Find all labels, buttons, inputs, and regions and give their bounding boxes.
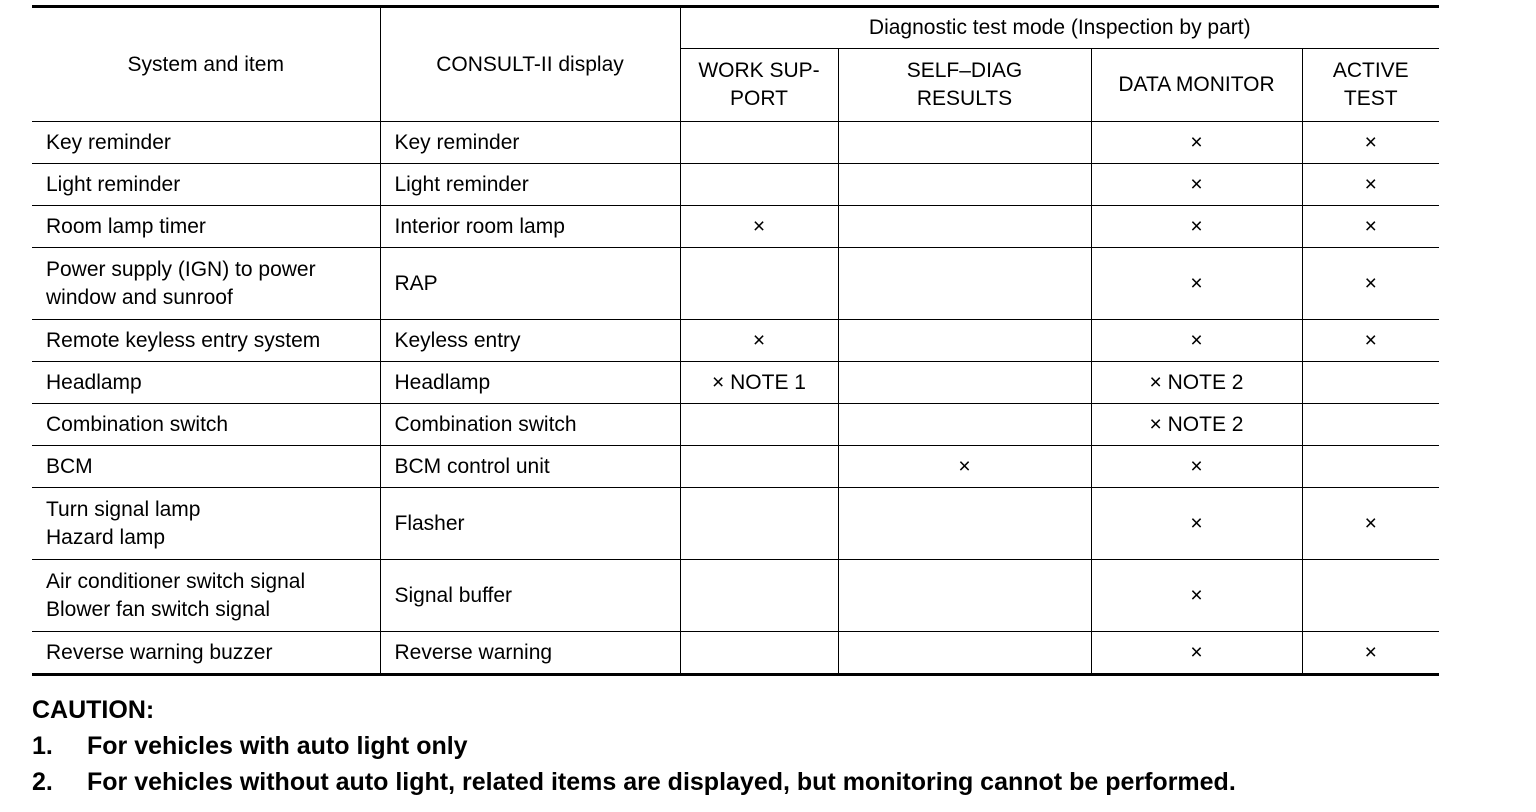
self-diag-cell <box>838 248 1091 320</box>
active-test-cell: × <box>1302 320 1439 362</box>
active-test-cell: × <box>1302 122 1439 164</box>
work-support-cell <box>680 164 838 206</box>
system-item-cell: Combination switch <box>32 404 380 446</box>
table-row <box>32 122 1439 164</box>
work-support-cell: × <box>680 320 838 362</box>
table-row <box>32 488 1439 560</box>
self-diag-cell: × <box>838 446 1091 488</box>
data-monitor-cell: × <box>1091 446 1302 488</box>
active-test-cell <box>1302 362 1439 404</box>
work-support-cell: × NOTE 1 <box>680 362 838 404</box>
self-diag-cell <box>838 404 1091 446</box>
active-test-cell <box>1302 404 1439 446</box>
consult-display-cell: Signal buffer <box>380 560 680 632</box>
system-item-cell: Room lamp timer <box>32 206 380 248</box>
consult-display-cell: RAP <box>380 248 680 320</box>
system-item-cell: Light reminder <box>32 164 380 206</box>
table-row <box>32 164 1439 206</box>
header-data-monitor: DATA MONITOR <box>1091 49 1302 122</box>
active-test-cell: × <box>1302 248 1439 320</box>
table-row <box>32 560 1439 632</box>
table-row <box>32 206 1439 248</box>
work-support-cell <box>680 560 838 632</box>
header-consult-display: CONSULT-II display <box>380 7 680 122</box>
table-row <box>32 446 1439 488</box>
header-active-test: ACTIVE TEST <box>1302 49 1439 122</box>
data-monitor-cell: × <box>1091 632 1302 675</box>
data-monitor-cell: × <box>1091 320 1302 362</box>
self-diag-cell <box>838 206 1091 248</box>
work-support-cell <box>680 122 838 164</box>
self-diag-cell <box>838 632 1091 675</box>
data-monitor-cell: × <box>1091 560 1302 632</box>
data-monitor-cell: × <box>1091 122 1302 164</box>
system-item-cell: Key reminder <box>32 122 380 164</box>
active-test-cell: × <box>1302 488 1439 560</box>
table-row <box>32 632 1439 675</box>
data-monitor-cell: × <box>1091 206 1302 248</box>
table-body <box>32 122 1439 675</box>
data-monitor-cell: × NOTE 2 <box>1091 404 1302 446</box>
caution-note-number: 1. <box>32 732 53 760</box>
header-work-support: WORK SUP- PORT <box>680 49 838 122</box>
system-item-cell: BCM <box>32 446 380 488</box>
work-support-cell <box>680 248 838 320</box>
consult-display-cell: BCM control unit <box>380 446 680 488</box>
self-diag-cell <box>838 488 1091 560</box>
header-system-and-item: System and item <box>32 7 380 122</box>
work-support-cell: × <box>680 206 838 248</box>
active-test-cell: × <box>1302 632 1439 675</box>
table-row <box>32 404 1439 446</box>
consult-display-cell: Light reminder <box>380 164 680 206</box>
system-item-cell: Reverse warning buzzer <box>32 632 380 675</box>
consult-display-cell: Combination switch <box>380 404 680 446</box>
consult-display-cell: Keyless entry <box>380 320 680 362</box>
self-diag-cell <box>838 164 1091 206</box>
work-support-cell <box>680 446 838 488</box>
self-diag-cell <box>838 362 1091 404</box>
caution-note-2 <box>32 764 1236 800</box>
consult-display-cell: Flasher <box>380 488 680 560</box>
active-test-cell <box>1302 446 1439 488</box>
data-monitor-cell: × <box>1091 248 1302 320</box>
active-test-cell: × <box>1302 164 1439 206</box>
table-row <box>32 362 1439 404</box>
work-support-cell <box>680 404 838 446</box>
self-diag-cell <box>838 560 1091 632</box>
consult-display-cell: Interior room lamp <box>380 206 680 248</box>
table-row <box>32 320 1439 362</box>
active-test-cell: × <box>1302 206 1439 248</box>
caution-note-text: For vehicles without auto light, related items are displayed, but monitoring cannot be performed. <box>87 768 1236 796</box>
system-item-cell: Power supply (IGN) to power window and sunroof <box>32 248 380 320</box>
header-self-diag: SELF–DIAG RESULTS <box>838 49 1091 122</box>
work-support-cell <box>680 632 838 675</box>
data-monitor-cell: × <box>1091 488 1302 560</box>
diagnostic-mode-table <box>32 5 1439 676</box>
system-item-cell: Air conditioner switch signal Blower fan switch signal <box>32 560 380 632</box>
self-diag-cell <box>838 122 1091 164</box>
system-item-cell: Headlamp <box>32 362 380 404</box>
data-monitor-cell: × NOTE 2 <box>1091 362 1302 404</box>
consult-display-cell: Reverse warning <box>380 632 680 675</box>
self-diag-cell <box>838 320 1091 362</box>
caution-note-text: For vehicles with auto light only <box>87 732 468 760</box>
table-row <box>32 248 1439 320</box>
active-test-cell <box>1302 560 1439 632</box>
system-item-cell: Turn signal lamp Hazard lamp <box>32 488 380 560</box>
consult-display-cell: Headlamp <box>380 362 680 404</box>
caution-block <box>32 692 1236 800</box>
data-monitor-cell: × <box>1091 164 1302 206</box>
caution-title: CAUTION: <box>32 696 155 724</box>
header-diagnostic-mode: Diagnostic test mode (Inspection by part) <box>680 7 1439 49</box>
work-support-cell <box>680 488 838 560</box>
consult-display-cell: Key reminder <box>380 122 680 164</box>
caution-note-1 <box>32 728 1236 764</box>
caution-note-number: 2. <box>32 768 53 796</box>
system-item-cell: Remote keyless entry system <box>32 320 380 362</box>
